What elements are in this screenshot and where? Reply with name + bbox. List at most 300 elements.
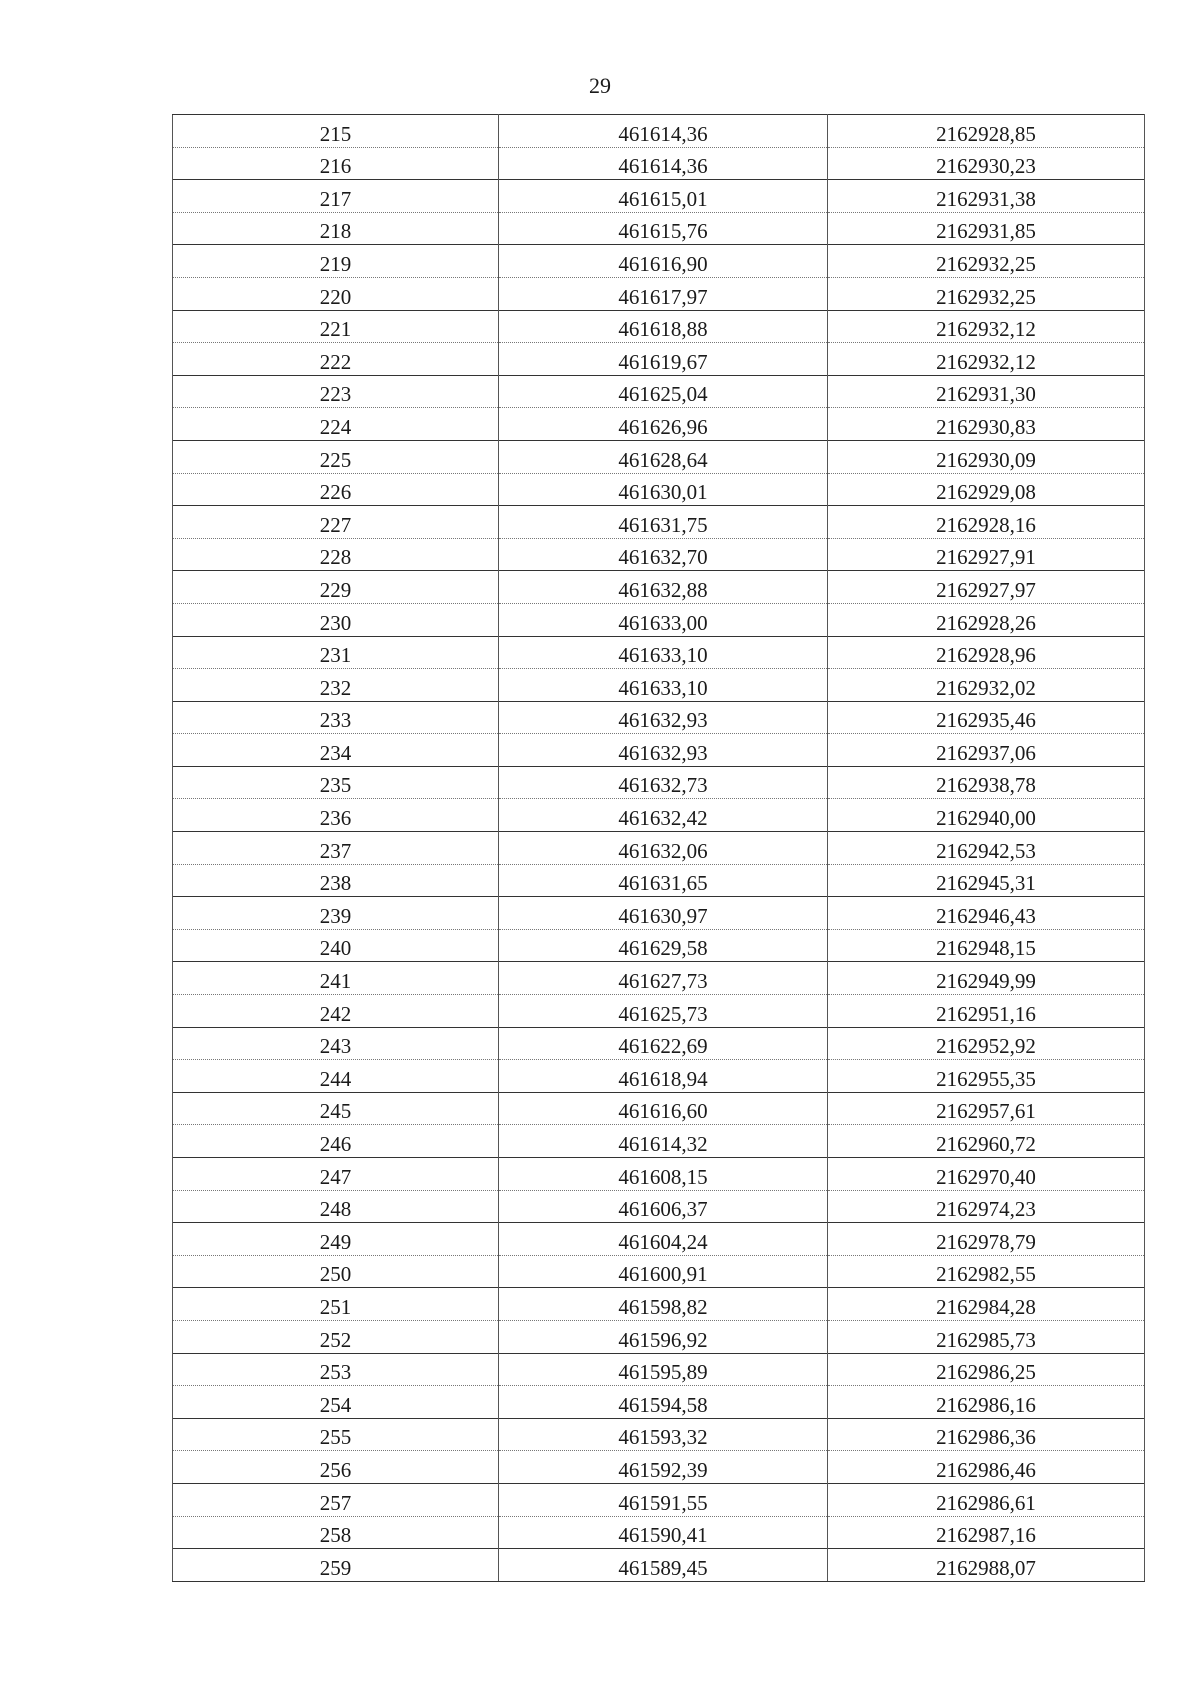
cell-text: 461633,10: [618, 643, 708, 668]
cell-text: 461632,06: [618, 838, 708, 863]
point-number-cell: [173, 1483, 499, 1516]
cell-text: 2162931,85: [936, 219, 1036, 244]
cell-text: 461594,58: [618, 1392, 708, 1417]
table-row: [173, 1288, 1145, 1321]
x-coordinate-cell: [499, 310, 828, 343]
cell-text: 461616,90: [618, 251, 708, 276]
point-number-cell: [173, 1027, 499, 1060]
y-coordinate-cell: [828, 277, 1145, 310]
x-coordinate-cell: [499, 506, 828, 539]
cell-text: 242: [319, 1001, 352, 1026]
x-coordinate-cell: [499, 245, 828, 278]
cell-text: 2162928,96: [936, 643, 1036, 668]
cell-text: 253: [319, 1360, 352, 1385]
table-row: [173, 701, 1145, 734]
y-coordinate-cell: [828, 245, 1145, 278]
cell-text: 461628,64: [618, 447, 708, 472]
cell-text: 2162949,99: [936, 969, 1036, 994]
cell-text: 461632,88: [618, 577, 708, 602]
y-coordinate-cell: [828, 1190, 1145, 1223]
cell-text: 234: [319, 740, 352, 765]
table-row: [173, 864, 1145, 897]
cell-text: 2162928,26: [936, 610, 1036, 635]
point-number-cell: [173, 408, 499, 441]
cell-text: 461617,97: [618, 284, 708, 309]
cell-text: 230: [319, 610, 352, 635]
y-coordinate-cell: [828, 1549, 1145, 1582]
cell-text: 251: [319, 1294, 352, 1319]
table-row: [173, 1353, 1145, 1386]
cell-text: 237: [319, 838, 352, 863]
cell-text: 2162946,43: [936, 903, 1036, 928]
cell-text: 461591,55: [618, 1490, 708, 1515]
y-coordinate-cell: [828, 962, 1145, 995]
x-coordinate-cell: [499, 995, 828, 1028]
point-number-cell: [173, 506, 499, 539]
cell-text: 2162951,16: [936, 1001, 1036, 1026]
table-row: [173, 310, 1145, 343]
y-coordinate-cell: [828, 571, 1145, 604]
x-coordinate-cell: [499, 1386, 828, 1419]
y-coordinate-cell: [828, 1255, 1145, 1288]
cell-text: 2162932,12: [936, 349, 1036, 374]
table-row: [173, 115, 1145, 148]
cell-text: 461629,58: [618, 936, 708, 961]
cell-text: 250: [319, 1262, 352, 1287]
cell-text: 228: [319, 545, 352, 570]
point-number-cell: [173, 1125, 499, 1158]
y-coordinate-cell: [828, 1060, 1145, 1093]
cell-text: 243: [319, 1034, 352, 1059]
y-coordinate-cell: [828, 115, 1145, 148]
cell-text: 259: [319, 1555, 352, 1580]
x-coordinate-cell: [499, 1288, 828, 1321]
table-row: [173, 1060, 1145, 1093]
table-row: [173, 538, 1145, 571]
cell-text: 2162945,31: [936, 871, 1036, 896]
y-coordinate-cell: [828, 506, 1145, 539]
y-coordinate-cell: [828, 832, 1145, 865]
x-coordinate-cell: [499, 212, 828, 245]
cell-text: 216: [319, 154, 352, 179]
x-coordinate-cell: [499, 1549, 828, 1582]
cell-text: 2162927,91: [936, 545, 1036, 570]
y-coordinate-cell: [828, 1353, 1145, 1386]
table-row: [173, 766, 1145, 799]
y-coordinate-cell: [828, 440, 1145, 473]
cell-text: 2162955,35: [936, 1066, 1036, 1091]
cell-text: 2162932,25: [936, 284, 1036, 309]
x-coordinate-cell: [499, 1255, 828, 1288]
cell-text: 233: [319, 708, 352, 733]
cell-text: 254: [319, 1392, 352, 1417]
cell-text: 2162952,92: [936, 1034, 1036, 1059]
point-number-cell: [173, 962, 499, 995]
cell-text: 2162927,97: [936, 577, 1036, 602]
point-number-cell: [173, 799, 499, 832]
point-number-cell: [173, 929, 499, 962]
cell-text: 258: [319, 1523, 352, 1548]
x-coordinate-cell: [499, 864, 828, 897]
y-coordinate-cell: [828, 1288, 1145, 1321]
y-coordinate-cell: [828, 1125, 1145, 1158]
cell-text: 461600,91: [618, 1262, 708, 1287]
cell-text: 461633,00: [618, 610, 708, 635]
y-coordinate-cell: [828, 1158, 1145, 1191]
y-coordinate-cell: [828, 147, 1145, 180]
point-number-cell: [173, 147, 499, 180]
y-coordinate-cell: [828, 1386, 1145, 1419]
x-coordinate-cell: [499, 180, 828, 213]
table-row: [173, 343, 1145, 376]
cell-text: 2162937,06: [936, 740, 1036, 765]
y-coordinate-cell: [828, 734, 1145, 767]
table-row: [173, 212, 1145, 245]
point-number-cell: [173, 1320, 499, 1353]
y-coordinate-cell: [828, 310, 1145, 343]
table-row: [173, 375, 1145, 408]
cell-text: 461596,92: [618, 1327, 708, 1352]
cell-text: 461608,15: [618, 1164, 708, 1189]
y-coordinate-cell: [828, 701, 1145, 734]
point-number-cell: [173, 473, 499, 506]
point-number-cell: [173, 864, 499, 897]
x-coordinate-cell: [499, 1418, 828, 1451]
cell-text: 2162932,12: [936, 317, 1036, 342]
y-coordinate-cell: [828, 603, 1145, 636]
y-coordinate-cell: [828, 1223, 1145, 1256]
cell-text: 2162942,53: [936, 838, 1036, 863]
cell-text: 461590,41: [618, 1523, 708, 1548]
point-number-cell: [173, 310, 499, 343]
cell-text: 461622,69: [618, 1034, 708, 1059]
x-coordinate-cell: [499, 1516, 828, 1549]
x-coordinate-cell: [499, 1158, 828, 1191]
cell-text: 461632,70: [618, 545, 708, 570]
page-number: 29: [589, 73, 611, 98]
table-row: [173, 277, 1145, 310]
point-number-cell: [173, 734, 499, 767]
cell-text: 2162928,16: [936, 512, 1036, 537]
cell-text: 2162948,15: [936, 936, 1036, 961]
cell-text: 257: [319, 1490, 352, 1515]
cell-text: 461632,93: [618, 740, 708, 765]
cell-text: 218: [319, 219, 352, 244]
table-row: [173, 1516, 1145, 1549]
y-coordinate-cell: [828, 473, 1145, 506]
point-number-cell: [173, 115, 499, 148]
cell-text: 246: [319, 1132, 352, 1156]
y-coordinate-cell: [828, 538, 1145, 571]
cell-text: 231: [319, 643, 352, 668]
cell-text: 2162932,02: [936, 675, 1036, 700]
point-number-cell: [173, 375, 499, 408]
x-coordinate-cell: [499, 669, 828, 702]
table-row: [173, 1255, 1145, 1288]
cell-text: 235: [319, 773, 352, 798]
x-coordinate-cell: [499, 1190, 828, 1223]
cell-text: 221: [319, 317, 352, 342]
cell-text: 461593,32: [618, 1425, 708, 1450]
table-row: [173, 245, 1145, 278]
table-row: [173, 897, 1145, 930]
table-row: [173, 440, 1145, 473]
point-number-cell: [173, 1353, 499, 1386]
y-coordinate-cell: [828, 1483, 1145, 1516]
x-coordinate-cell: [499, 1223, 828, 1256]
point-number-cell: [173, 343, 499, 376]
table-row: [173, 929, 1145, 962]
cell-text: 227: [319, 512, 352, 537]
cell-text: 217: [319, 186, 352, 211]
point-number-cell: [173, 1190, 499, 1223]
cell-text: 2162930,83: [936, 414, 1036, 439]
table-row: [173, 1320, 1145, 1353]
cell-text: 2162931,30: [936, 382, 1036, 407]
cell-text: 2162932,25: [936, 251, 1036, 276]
y-coordinate-cell: [828, 929, 1145, 962]
point-number-cell: [173, 603, 499, 636]
y-coordinate-cell: [828, 1516, 1145, 1549]
x-coordinate-cell: [499, 440, 828, 473]
cell-text: 225: [319, 447, 352, 472]
y-coordinate-cell: [828, 669, 1145, 702]
cell-text: 240: [319, 936, 352, 961]
point-number-cell: [173, 636, 499, 669]
x-coordinate-cell: [499, 277, 828, 310]
cell-text: 2162974,23: [936, 1197, 1036, 1222]
y-coordinate-cell: [828, 897, 1145, 930]
x-coordinate-cell: [499, 1451, 828, 1484]
x-coordinate-cell: [499, 571, 828, 604]
point-number-cell: [173, 1158, 499, 1191]
x-coordinate-cell: [499, 734, 828, 767]
x-coordinate-cell: [499, 1353, 828, 1386]
y-coordinate-cell: [828, 375, 1145, 408]
cell-text: 229: [319, 577, 352, 602]
cell-text: 236: [319, 806, 352, 831]
table-row: [173, 734, 1145, 767]
cell-text: 2162984,28: [936, 1294, 1036, 1319]
cell-text: 2162957,61: [936, 1099, 1036, 1124]
cell-text: 2162978,79: [936, 1229, 1036, 1254]
cell-text: 461604,24: [618, 1229, 708, 1254]
cell-text: 461630,97: [618, 903, 708, 928]
y-coordinate-cell: [828, 1418, 1145, 1451]
cell-text: 461632,93: [618, 708, 708, 733]
cell-text: 461619,67: [618, 349, 708, 374]
table-row: [173, 1451, 1145, 1484]
x-coordinate-cell: [499, 1125, 828, 1158]
cell-text: 2162986,16: [936, 1392, 1036, 1417]
y-coordinate-cell: [828, 343, 1145, 376]
y-coordinate-cell: [828, 799, 1145, 832]
cell-text: 461614,36: [618, 121, 708, 146]
cell-text: 256: [319, 1457, 352, 1482]
y-coordinate-cell: [828, 408, 1145, 441]
cell-text: 2162987,16: [936, 1523, 1036, 1548]
cell-text: 247: [319, 1164, 352, 1189]
point-number-cell: [173, 1516, 499, 1549]
point-number-cell: [173, 245, 499, 278]
x-coordinate-cell: [499, 701, 828, 734]
point-number-cell: [173, 1255, 499, 1288]
table-row: [173, 473, 1145, 506]
cell-text: 2162928,85: [936, 121, 1036, 146]
point-number-cell: [173, 1549, 499, 1582]
table-row: [173, 1418, 1145, 1451]
table-row: [173, 962, 1145, 995]
y-coordinate-cell: [828, 1451, 1145, 1484]
point-number-cell: [173, 571, 499, 604]
table-row: [173, 1483, 1145, 1516]
table-row: [173, 832, 1145, 865]
cell-text: 461626,96: [618, 414, 708, 439]
x-coordinate-cell: [499, 1060, 828, 1093]
table-row: [173, 1027, 1145, 1060]
cell-text: 2162982,55: [936, 1262, 1036, 1287]
cell-text: 461615,76: [618, 219, 708, 244]
cell-text: 219: [319, 251, 352, 276]
cell-text: 461614,36: [618, 154, 708, 179]
table-row: [173, 1092, 1145, 1125]
cell-text: 2162986,46: [936, 1457, 1036, 1482]
point-number-cell: [173, 277, 499, 310]
x-coordinate-cell: [499, 832, 828, 865]
x-coordinate-cell: [499, 538, 828, 571]
cell-text: 2162935,46: [936, 708, 1036, 733]
point-number-cell: [173, 701, 499, 734]
y-coordinate-cell: [828, 180, 1145, 213]
cell-text: 245: [319, 1099, 352, 1124]
cell-text: 2162930,23: [936, 154, 1036, 179]
cell-text: 461631,75: [618, 512, 708, 537]
cell-text: 215: [319, 121, 352, 146]
table-row: [173, 408, 1145, 441]
table-row: [173, 1190, 1145, 1223]
point-number-cell: [173, 832, 499, 865]
cell-text: 222: [319, 349, 352, 374]
table-row: [173, 506, 1145, 539]
cell-text: 461627,73: [618, 969, 708, 994]
point-number-cell: [173, 766, 499, 799]
cell-text: 252: [319, 1327, 352, 1352]
cell-text: 223: [319, 382, 352, 407]
cell-text: 461632,73: [618, 773, 708, 798]
y-coordinate-cell: [828, 1092, 1145, 1125]
x-coordinate-cell: [499, 1483, 828, 1516]
cell-text: 461589,45: [618, 1555, 708, 1580]
table-row: [173, 636, 1145, 669]
cell-text: 461614,32: [618, 1132, 708, 1156]
cell-text: 461630,01: [618, 480, 708, 505]
point-number-cell: [173, 440, 499, 473]
cell-text: 248: [319, 1197, 352, 1222]
point-number-cell: [173, 1451, 499, 1484]
cell-text: 220: [319, 284, 352, 309]
table-row: [173, 669, 1145, 702]
table-row: [173, 1386, 1145, 1419]
table-row: [173, 603, 1145, 636]
point-number-cell: [173, 1288, 499, 1321]
table-row: [173, 1125, 1145, 1158]
cell-text: 461625,73: [618, 1001, 708, 1026]
point-number-cell: [173, 1418, 499, 1451]
y-coordinate-cell: [828, 864, 1145, 897]
point-number-cell: [173, 669, 499, 702]
point-number-cell: [173, 212, 499, 245]
cell-text: 461598,82: [618, 1294, 708, 1319]
x-coordinate-cell: [499, 473, 828, 506]
cell-text: 461632,42: [618, 806, 708, 831]
cell-text: 461631,65: [618, 871, 708, 896]
cell-text: 461595,89: [618, 1360, 708, 1385]
cell-text: 238: [319, 871, 352, 896]
point-number-cell: [173, 1092, 499, 1125]
x-coordinate-cell: [499, 766, 828, 799]
cell-text: 224: [319, 414, 352, 439]
point-number-cell: [173, 538, 499, 571]
point-number-cell: [173, 1060, 499, 1093]
cell-text: 2162988,07: [936, 1555, 1036, 1580]
x-coordinate-cell: [499, 929, 828, 962]
cell-text: 2162986,25: [936, 1360, 1036, 1385]
x-coordinate-cell: [499, 603, 828, 636]
cell-text: 461618,94: [618, 1066, 708, 1091]
cell-text: 2162929,08: [936, 480, 1036, 505]
x-coordinate-cell: [499, 897, 828, 930]
cell-text: 226: [319, 480, 352, 505]
cell-text: 2162970,40: [936, 1164, 1036, 1189]
table-row: [173, 1158, 1145, 1191]
cell-text: 461633,10: [618, 675, 708, 700]
y-coordinate-cell: [828, 766, 1145, 799]
y-coordinate-cell: [828, 212, 1145, 245]
table-row: [173, 1549, 1145, 1582]
cell-text: 244: [319, 1066, 352, 1091]
cell-text: 461618,88: [618, 317, 708, 342]
cell-text: 2162938,78: [936, 773, 1036, 798]
cell-text: 232: [319, 675, 352, 700]
point-number-cell: [173, 1223, 499, 1256]
y-coordinate-cell: [828, 995, 1145, 1028]
point-number-cell: [173, 1386, 499, 1419]
x-coordinate-cell: [499, 1320, 828, 1353]
table-row: [173, 995, 1145, 1028]
cell-text: 2162986,36: [936, 1425, 1036, 1450]
y-coordinate-cell: [828, 1027, 1145, 1060]
coordinates-table: [172, 114, 1145, 1582]
coordinates-table-body: [173, 115, 1145, 1582]
x-coordinate-cell: [499, 1027, 828, 1060]
point-number-cell: [173, 995, 499, 1028]
table-row: [173, 571, 1145, 604]
cell-text: 461592,39: [618, 1457, 708, 1482]
cell-text: 2162960,72: [936, 1132, 1036, 1156]
x-coordinate-cell: [499, 636, 828, 669]
cell-text: 2162986,61: [936, 1490, 1036, 1515]
x-coordinate-cell: [499, 962, 828, 995]
table-row: [173, 799, 1145, 832]
cell-text: 2162985,73: [936, 1327, 1036, 1352]
table-row: [173, 1223, 1145, 1256]
y-coordinate-cell: [828, 1320, 1145, 1353]
x-coordinate-cell: [499, 799, 828, 832]
cell-text: 461625,04: [618, 382, 708, 407]
cell-text: 461606,37: [618, 1197, 708, 1222]
point-number-cell: [173, 180, 499, 213]
cell-text: 461615,01: [618, 186, 708, 211]
